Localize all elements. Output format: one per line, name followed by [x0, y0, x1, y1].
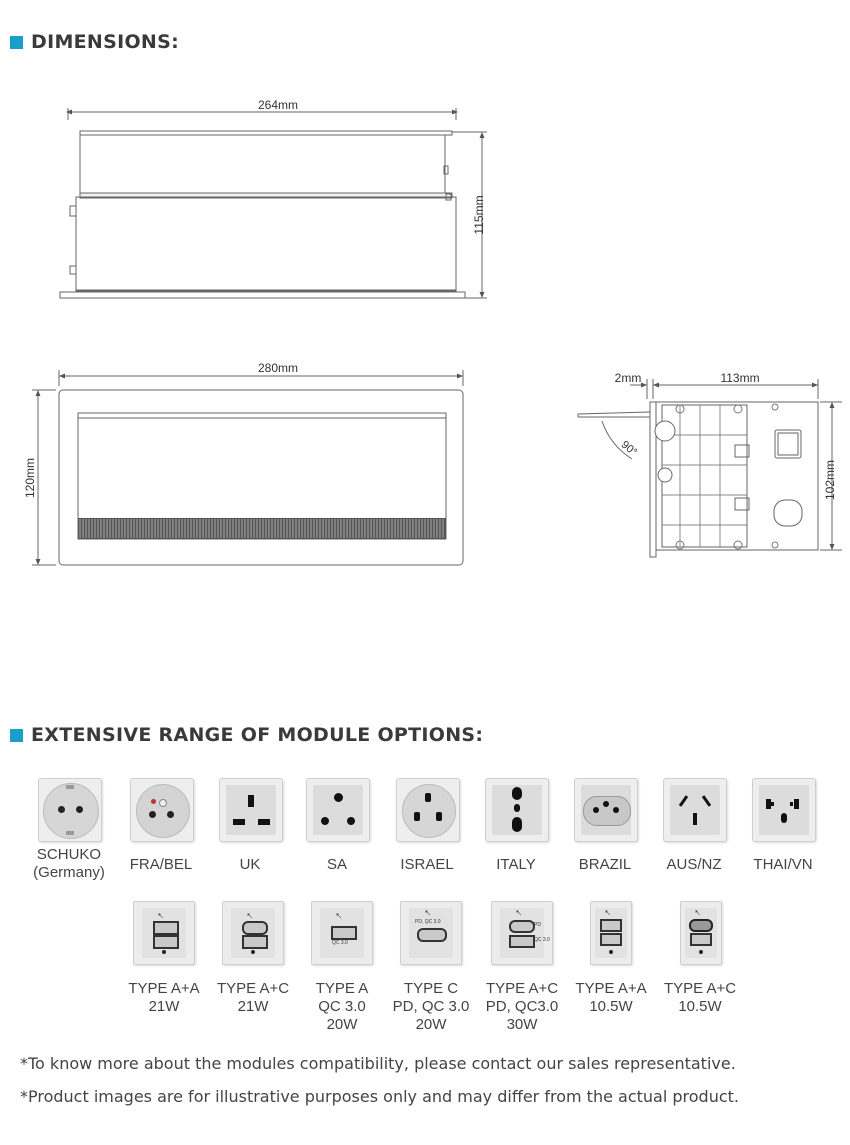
module-fra-bel: [130, 778, 194, 842]
usb-a-qc-icon: ⭦ QC 3.0: [311, 901, 373, 965]
module-italy: [485, 778, 549, 842]
module-usb-a-qc-label: TYPE A QC 3.0 20W: [315, 980, 369, 1033]
usb-a-a-small-icon: ⭦: [590, 901, 632, 965]
section-bullet-icon: [10, 729, 23, 742]
uk-socket-icon: [219, 778, 283, 842]
side-height-label: 102mm: [823, 459, 837, 501]
module-usb-a-c-21w: [222, 901, 284, 965]
module-schuko: [38, 778, 102, 842]
module-usb-a-c-10w-label: TYPE A+C 10.5W: [663, 980, 737, 1015]
usb-a-c-small-icon: ⭦: [680, 901, 722, 965]
usb-a-c-icon: ⭦: [222, 901, 284, 965]
usb-a-c-pd-icon: ⭦ PD QC 3.0: [491, 901, 553, 965]
module-fra-bel-label: FRA/BEL: [129, 856, 193, 873]
usb-c-pd-icon: ⭦ PD, QC 3.0: [400, 901, 462, 965]
module-uk: [219, 778, 283, 842]
module-usb-a-c-10w: [680, 901, 722, 965]
aus-nz-socket-icon: [663, 778, 727, 842]
sa-socket-icon: [306, 778, 370, 842]
brush-strip: [78, 518, 446, 539]
modules-title: EXTENSIVE RANGE OF MODULE OPTIONS:: [31, 724, 484, 746]
module-italy-label: ITALY: [496, 856, 536, 873]
module-aus-nz: [663, 778, 727, 842]
module-thai-vn: [752, 778, 816, 842]
side-angle-label: 90°: [618, 438, 640, 459]
module-usb-a-a-21w: [133, 901, 195, 965]
compatibility-note: *To know more about the modules compatibility, please contact our sales representative.: [20, 1054, 736, 1073]
module-usb-a-c-21w-label: TYPE A+C 21W: [216, 980, 290, 1015]
section-bullet-icon: [10, 36, 23, 49]
modules-heading: [10, 724, 483, 746]
module-brazil-label: BRAZIL: [578, 856, 632, 873]
brazil-socket-icon: [574, 778, 638, 842]
module-schuko-label: SCHUKO (Germany): [33, 846, 105, 881]
module-sa: [306, 778, 370, 842]
module-usb-a-a-10w-label: TYPE A+A 10.5W: [575, 980, 647, 1015]
module-sa-label: SA: [326, 856, 347, 873]
module-usb-a-c-pd-label: TYPE A+C PD, QC3.0 30W: [485, 980, 559, 1033]
module-usb-c-pd-label: TYPE C PD, QC 3.0 20W: [392, 980, 470, 1033]
module-usb-a-qc: [311, 901, 373, 965]
side-view-drawing: [570, 365, 845, 570]
dimensions-heading: [10, 31, 179, 53]
israel-socket-icon: [396, 778, 460, 842]
module-israel-label: ISRAEL: [400, 856, 454, 873]
thai-vn-socket-icon: [752, 778, 816, 842]
top-height-label: 115mm: [472, 195, 486, 235]
fra-bel-socket-icon: [130, 778, 194, 842]
disclaimer-note: *Product images are for illustrative purposes only and may differ from the actual product.: [20, 1087, 739, 1106]
front-elevation-drawing: [50, 92, 500, 307]
schuko-socket-icon: [38, 778, 102, 842]
module-usb-a-c-pd: [491, 901, 553, 965]
module-usb-a-a-10w: [590, 901, 632, 965]
module-israel: [396, 778, 460, 842]
side-gap-label: 2mm: [614, 371, 642, 385]
side-depth-label: 113mm: [720, 371, 760, 385]
bottom-height-label: 120mm: [23, 457, 37, 499]
module-aus-nz-label: AUS/NZ: [666, 856, 722, 873]
module-brazil: [574, 778, 638, 842]
italy-socket-icon: [485, 778, 549, 842]
module-usb-c-pd: [400, 901, 462, 965]
module-uk-label: UK: [239, 856, 261, 873]
top-view-drawing: [20, 358, 480, 573]
module-usb-a-a-21w-label: TYPE A+A 21W: [128, 980, 200, 1015]
top-width-label: 264mm: [257, 98, 299, 112]
bottom-width-label: 280mm: [257, 361, 299, 375]
dimensions-title: DIMENSIONS:: [31, 31, 180, 53]
usb-a-a-icon: ⭦: [133, 901, 195, 965]
module-thai-vn-label: THAI/VN: [753, 856, 813, 873]
